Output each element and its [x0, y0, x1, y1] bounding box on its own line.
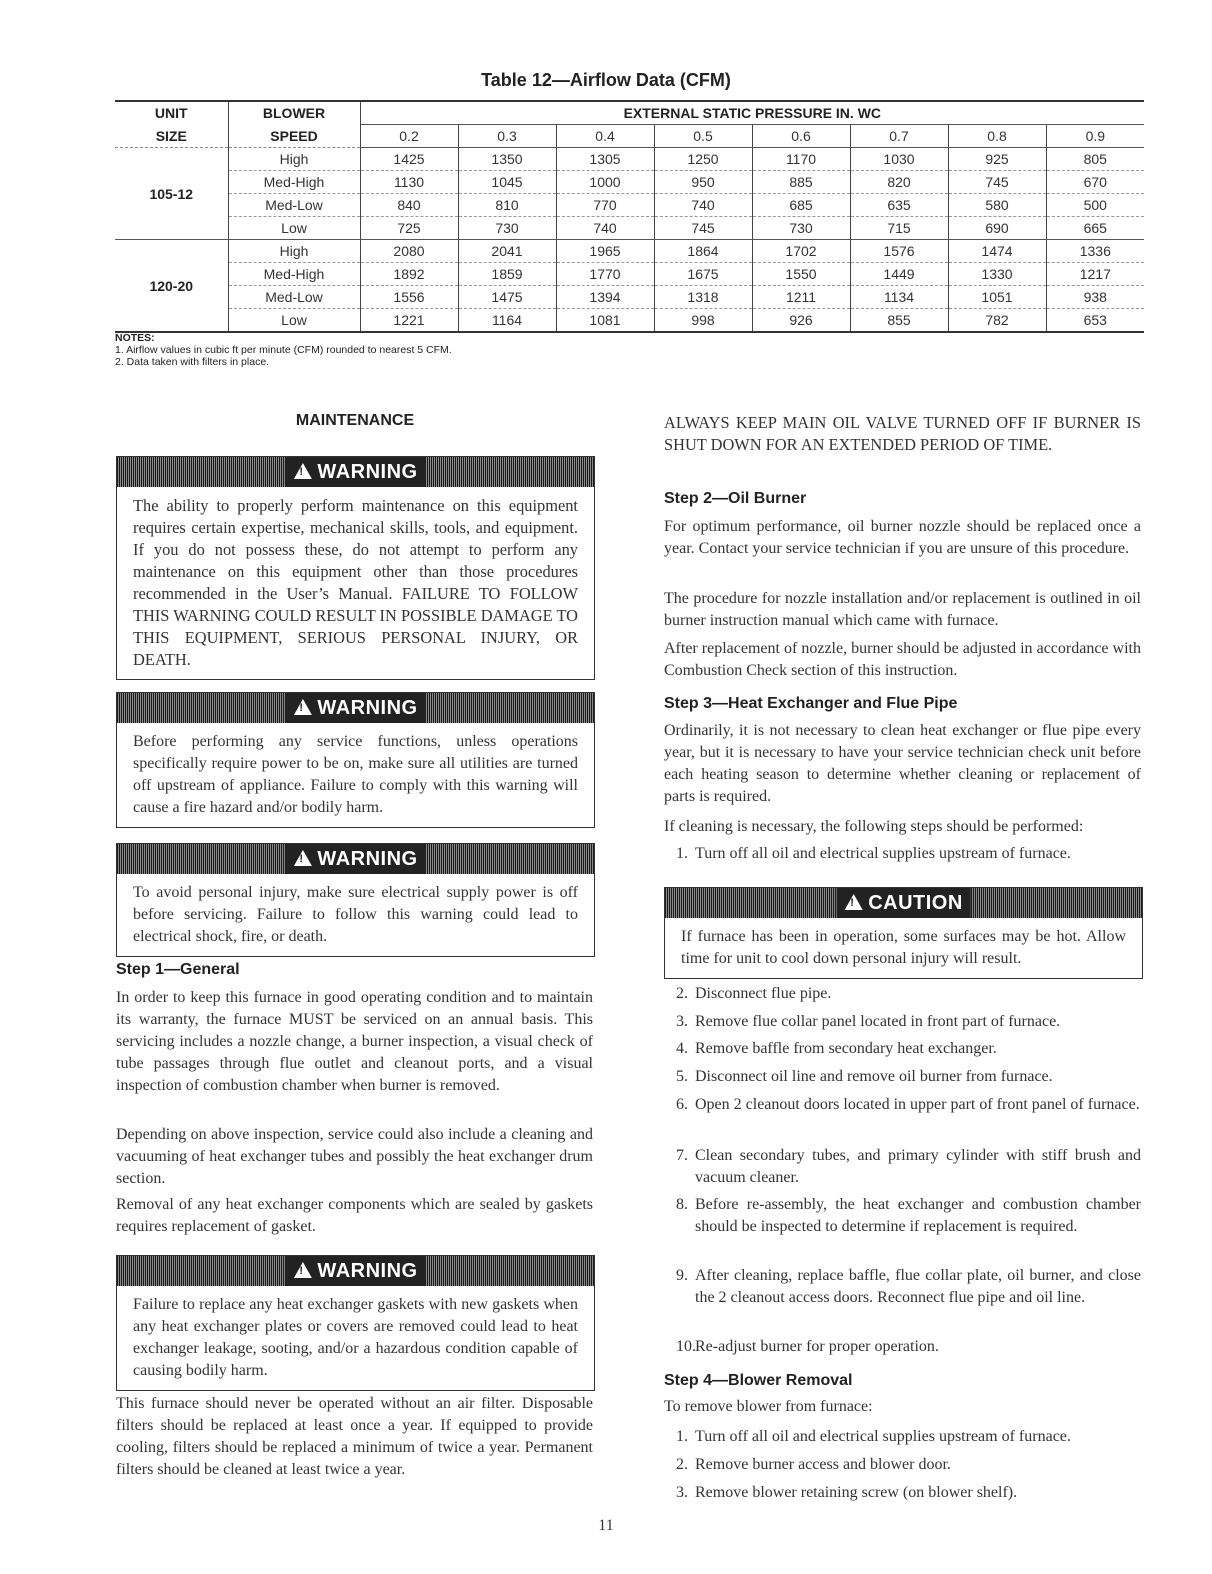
- warning-triangle-icon: [293, 1262, 311, 1278]
- blower-speed-cell: Low: [228, 217, 360, 240]
- cfm-cell: 1081: [556, 309, 654, 333]
- cfm-cell: 1221: [360, 309, 458, 333]
- list-item: [676, 1094, 1141, 1116]
- cfm-cell: 1702: [752, 240, 850, 263]
- cfm-cell: 885: [752, 171, 850, 194]
- cfm-cell: 685: [752, 194, 850, 217]
- warning-label: WARNING: [317, 1260, 418, 1282]
- cfm-cell: 1318: [654, 286, 752, 309]
- notes-heading: NOTES:: [115, 332, 155, 344]
- list-item: [676, 1454, 1141, 1476]
- warning-banner: [117, 457, 594, 487]
- list-number: 4.: [676, 1040, 688, 1057]
- step2-title: Step 2—Oil Burner: [664, 490, 807, 507]
- cfm-cell: 690: [948, 217, 1046, 240]
- list-number: 7.: [676, 1147, 688, 1164]
- list-item: [676, 1482, 1141, 1504]
- cfm-cell: 1449: [850, 263, 948, 286]
- pressure-col: 0.2: [360, 125, 458, 148]
- list-text: Before re-assembly, the heat exchanger and combustion chamber should be inspected to determine if replacement is required.: [695, 1196, 1141, 1235]
- pressure-col: 0.4: [556, 125, 654, 148]
- step4-intro: To remove blower from furnace:: [664, 1398, 873, 1415]
- caution-label: CAUTION: [868, 892, 963, 914]
- cfm-cell: 1892: [360, 263, 458, 286]
- pressure-header: EXTERNAL STATIC PRESSURE IN. WC: [360, 101, 1144, 125]
- list-text: Remove baffle from secondary heat exchanger.: [695, 1040, 997, 1057]
- cfm-cell: 1394: [556, 286, 654, 309]
- list-text: Turn off all oil and electrical supplies upstream of furnace.: [695, 1428, 1071, 1445]
- list-text: Remove blower retaining screw (on blower shelf).: [695, 1484, 1018, 1501]
- step2-paragraph: After replacement of nozzle, burner should be adjusted in accordance with Combustion Check section of this instruction.: [664, 640, 1141, 679]
- step1-paragraph: Removal of any heat exchanger components which are sealed by gaskets requires replacement of gasket.: [116, 1196, 593, 1235]
- list-text: Remove flue collar panel located in front part of furnace.: [695, 1013, 1061, 1030]
- cfm-cell: 1475: [458, 286, 556, 309]
- oil-valve-paragraph: ALWAYS KEEP MAIN OIL VALVE TURNED OFF IF BURNER IS SHUT DOWN FOR AN EXTENDED PERIOD OF TIME.: [664, 413, 1141, 454]
- pressure-col: 0.8: [948, 125, 1046, 148]
- cfm-cell: 1859: [458, 263, 556, 286]
- list-text: Re-adjust burner for proper operation.: [695, 1338, 939, 1355]
- list-item: [676, 1145, 1141, 1189]
- list-number: 8.: [676, 1196, 688, 1213]
- cfm-cell: 820: [850, 171, 948, 194]
- cfm-cell: 840: [360, 194, 458, 217]
- warning-triangle-icon: [293, 699, 311, 715]
- blower-speed-cell: Med-Low: [228, 286, 360, 309]
- warning-box: [116, 692, 595, 828]
- step4-title: Step 4—Blower Removal: [664, 1372, 853, 1389]
- cfm-cell: 1211: [752, 286, 850, 309]
- cfm-cell: 1134: [850, 286, 948, 309]
- cfm-cell: 1425: [360, 148, 458, 171]
- step1-title: Step 1—General: [116, 961, 240, 978]
- list-number: 6.: [676, 1096, 688, 1113]
- cfm-cell: 665: [1046, 217, 1144, 240]
- cfm-cell: 938: [1046, 286, 1144, 309]
- cfm-cell: 1350: [458, 148, 556, 171]
- cfm-cell: 782: [948, 309, 1046, 333]
- cfm-cell: 1030: [850, 148, 948, 171]
- blower-speed-cell: Med-High: [228, 171, 360, 194]
- cfm-cell: 1305: [556, 148, 654, 171]
- warning-label: WARNING: [317, 848, 418, 870]
- cfm-cell: 1164: [458, 309, 556, 333]
- list-text: Remove burner access and blower door.: [695, 1456, 951, 1473]
- unit-size-cell: 120-20: [115, 240, 228, 333]
- list-text: After cleaning, replace baffle, flue collar plate, oil burner, and close the 2 cleanout access doors. Reconnect flue pipe and oil line.: [695, 1267, 1141, 1306]
- cfm-cell: 740: [556, 217, 654, 240]
- warning-banner: [117, 693, 594, 723]
- warning-banner: [117, 844, 594, 874]
- list-item: [676, 1066, 1141, 1088]
- list-item: [676, 1265, 1141, 1309]
- list-text: Turn off all oil and electrical supplies upstream of furnace.: [695, 845, 1071, 862]
- cfm-cell: 670: [1046, 171, 1144, 194]
- pressure-col: 0.3: [458, 125, 556, 148]
- warning-text: Before performing any service functions, unless operations specifically require power to be on, make sure all utilities are turned off upstream of appliance. Failure to comply with this warning will cause a fire hazard and/or bodily harm.: [133, 733, 578, 816]
- cfm-cell: 740: [654, 194, 752, 217]
- cfm-cell: 1864: [654, 240, 752, 263]
- blower-speed-header-2: SPEED: [228, 125, 360, 148]
- step1-paragraph: In order to keep this furnace in good operating condition and to maintain its warranty, the furnace MUST be serviced on an annual basis. This servicing includes a nozzle change, a burner inspection, a visual check of tube passages through flue outlet and cleanout ports, and a visual inspection of combustion chamber when burner is removed.: [116, 989, 593, 1094]
- cfm-cell: 1675: [654, 263, 752, 286]
- caution-banner: [665, 888, 1142, 918]
- cfm-cell: 1217: [1046, 263, 1144, 286]
- cfm-cell: 2080: [360, 240, 458, 263]
- blower-speed-cell: Med-Low: [228, 194, 360, 217]
- list-number: 1.: [676, 1428, 688, 1445]
- cfm-cell: 745: [948, 171, 1046, 194]
- cfm-cell: 770: [556, 194, 654, 217]
- cfm-cell: 1000: [556, 171, 654, 194]
- step3-paragraph: If cleaning is necessary, the following steps should be performed:: [664, 818, 1084, 835]
- warning-label: WARNING: [317, 697, 418, 719]
- caution-text: If furnace has been in operation, some surfaces may be hot. Allow time for unit to cool down personal injury will result.: [681, 928, 1126, 967]
- cfm-cell: 1170: [752, 148, 850, 171]
- list-number: 2.: [676, 1456, 688, 1473]
- list-number: 9.: [676, 1267, 688, 1284]
- list-item: [676, 1011, 1141, 1033]
- cfm-cell: 745: [654, 217, 752, 240]
- cfm-cell: 805: [1046, 148, 1144, 171]
- cfm-cell: 1770: [556, 263, 654, 286]
- step2-paragraph: For optimum performance, oil burner nozzle should be replaced once a year. Contact your service technician if you are unsure of this procedure.: [664, 518, 1141, 557]
- cfm-cell: 715: [850, 217, 948, 240]
- list-text: Open 2 cleanout doors located in upper part of front panel of furnace.: [695, 1096, 1140, 1113]
- warning-text: To avoid personal injury, make sure electrical supply power is off before servicing. Failure to follow this warning could lead to electrical shock, fire, or death.: [133, 884, 578, 945]
- pressure-col: 0.9: [1046, 125, 1144, 148]
- cfm-cell: 730: [458, 217, 556, 240]
- blower-speed-cell: Low: [228, 309, 360, 333]
- cfm-cell: 500: [1046, 194, 1144, 217]
- page-number: 11: [598, 1517, 614, 1534]
- pressure-col: 0.5: [654, 125, 752, 148]
- table-title: Table 12—Airflow Data (CFM): [481, 70, 731, 90]
- cfm-cell: 2041: [458, 240, 556, 263]
- blower-speed-header: BLOWER: [228, 101, 360, 125]
- cfm-cell: 730: [752, 217, 850, 240]
- airflow-table: [115, 100, 1144, 333]
- unit-size-header-2: SIZE: [155, 127, 187, 144]
- warning-box: [116, 843, 595, 957]
- list-item: [676, 1336, 1141, 1358]
- section-title: MAINTENANCE: [295, 412, 415, 429]
- step3-title: Step 3—Heat Exchanger and Flue Pipe: [664, 695, 958, 712]
- cfm-cell: 1250: [654, 148, 752, 171]
- caution-box: [664, 887, 1143, 979]
- warning-box: [116, 1255, 595, 1391]
- cfm-cell: 1965: [556, 240, 654, 263]
- cfm-cell: 1051: [948, 286, 1046, 309]
- step3-paragraph: Ordinarily, it is not necessary to clean heat exchanger or flue pipe every year, but it is necessary to have your service technician check unit before each heating season to determine whether cleaning or replacement of parts is required.: [664, 722, 1141, 805]
- note-item: 1. Airflow values in cubic ft per minute (CFM) rounded to nearest 5 CFM.: [115, 344, 452, 356]
- warning-text: Failure to replace any heat exchanger gaskets with new gaskets when any heat exchanger plates or covers are removed could lead to heat exchanger leakage, sooting, and/or a hazardous condition capable of causing bodily harm.: [133, 1296, 578, 1379]
- warning-banner: [117, 1256, 594, 1286]
- blower-speed-cell: High: [228, 240, 360, 263]
- blower-speed-cell: Med-High: [228, 263, 360, 286]
- cfm-cell: 1045: [458, 171, 556, 194]
- note-item: 2. Data taken with filters in place.: [115, 356, 270, 368]
- warning-triangle-icon: [293, 463, 311, 479]
- list-item: [676, 983, 1141, 1005]
- list-number: 3.: [676, 1484, 688, 1501]
- unit-size-cell: 105-12: [115, 148, 228, 240]
- cfm-cell: 1336: [1046, 240, 1144, 263]
- list-number: 1.: [676, 845, 688, 862]
- cfm-cell: 1550: [752, 263, 850, 286]
- cfm-cell: 1130: [360, 171, 458, 194]
- cfm-cell: 1556: [360, 286, 458, 309]
- cfm-cell: 925: [948, 148, 1046, 171]
- list-number: 2.: [676, 985, 688, 1002]
- unit-size-header: UNIT: [154, 105, 188, 122]
- list-text: Disconnect flue pipe.: [695, 985, 832, 1002]
- list-number: 10.: [676, 1338, 696, 1355]
- warning-box: [116, 456, 595, 680]
- cfm-cell: 950: [654, 171, 752, 194]
- cfm-cell: 1576: [850, 240, 948, 263]
- table-notes: [115, 332, 452, 368]
- cfm-cell: 580: [948, 194, 1046, 217]
- caution-triangle-icon: [844, 894, 862, 910]
- pressure-col: 0.6: [752, 125, 850, 148]
- cfm-cell: 725: [360, 217, 458, 240]
- list-number: 5.: [676, 1068, 688, 1085]
- cfm-cell: 998: [654, 309, 752, 333]
- cfm-cell: 1474: [948, 240, 1046, 263]
- cfm-cell: 926: [752, 309, 850, 333]
- cfm-cell: 653: [1046, 309, 1144, 333]
- list-item: [676, 843, 1141, 865]
- warning-triangle-icon: [293, 850, 311, 866]
- list-item: [676, 1038, 1141, 1060]
- cfm-cell: 810: [458, 194, 556, 217]
- cfm-cell: 855: [850, 309, 948, 333]
- blower-speed-cell: High: [228, 148, 360, 171]
- list-text: Disconnect oil line and remove oil burner from furnace.: [695, 1068, 1053, 1085]
- list-text: Clean secondary tubes, and primary cylinder with stiff brush and vacuum cleaner.: [695, 1147, 1141, 1186]
- warning-text: The ability to properly perform maintenance on this equipment requires certain expertise, mechanical skills, tools, and equipment. If you do not possess these, do not attempt to perform any maintenance on this equipment other than those procedures recommended in the User’s Manual. FAILURE TO FOLLOW THIS WARNING COULD RESULT IN POSSIBLE DAMAGE TO THIS EQUIPMENT, SERIOUS PERSONAL INJURY, OR DEATH.: [133, 496, 578, 669]
- pressure-col: 0.7: [850, 125, 948, 148]
- cfm-cell: 1330: [948, 263, 1046, 286]
- list-item: [676, 1194, 1141, 1238]
- filter-paragraph: This furnace should never be operated without an air filter. Disposable filters should be replaced at least once a year. If equipped to provide cooling, filters should be replaced a minimum of twice a year. Permanent filters should be cleaned at least twice a year.: [116, 1395, 593, 1478]
- warning-label: WARNING: [317, 461, 418, 483]
- step1-paragraph: Depending on above inspection, service could also include a cleaning and vacuuming of heat exchanger tubes and possibly the heat exchanger drum section.: [116, 1126, 593, 1187]
- cfm-cell: 635: [850, 194, 948, 217]
- list-number: 3.: [676, 1013, 688, 1030]
- list-item: [676, 1426, 1141, 1448]
- step2-paragraph: The procedure for nozzle installation and/or replacement is outlined in oil burner instruction manual which came with furnace.: [664, 590, 1141, 629]
